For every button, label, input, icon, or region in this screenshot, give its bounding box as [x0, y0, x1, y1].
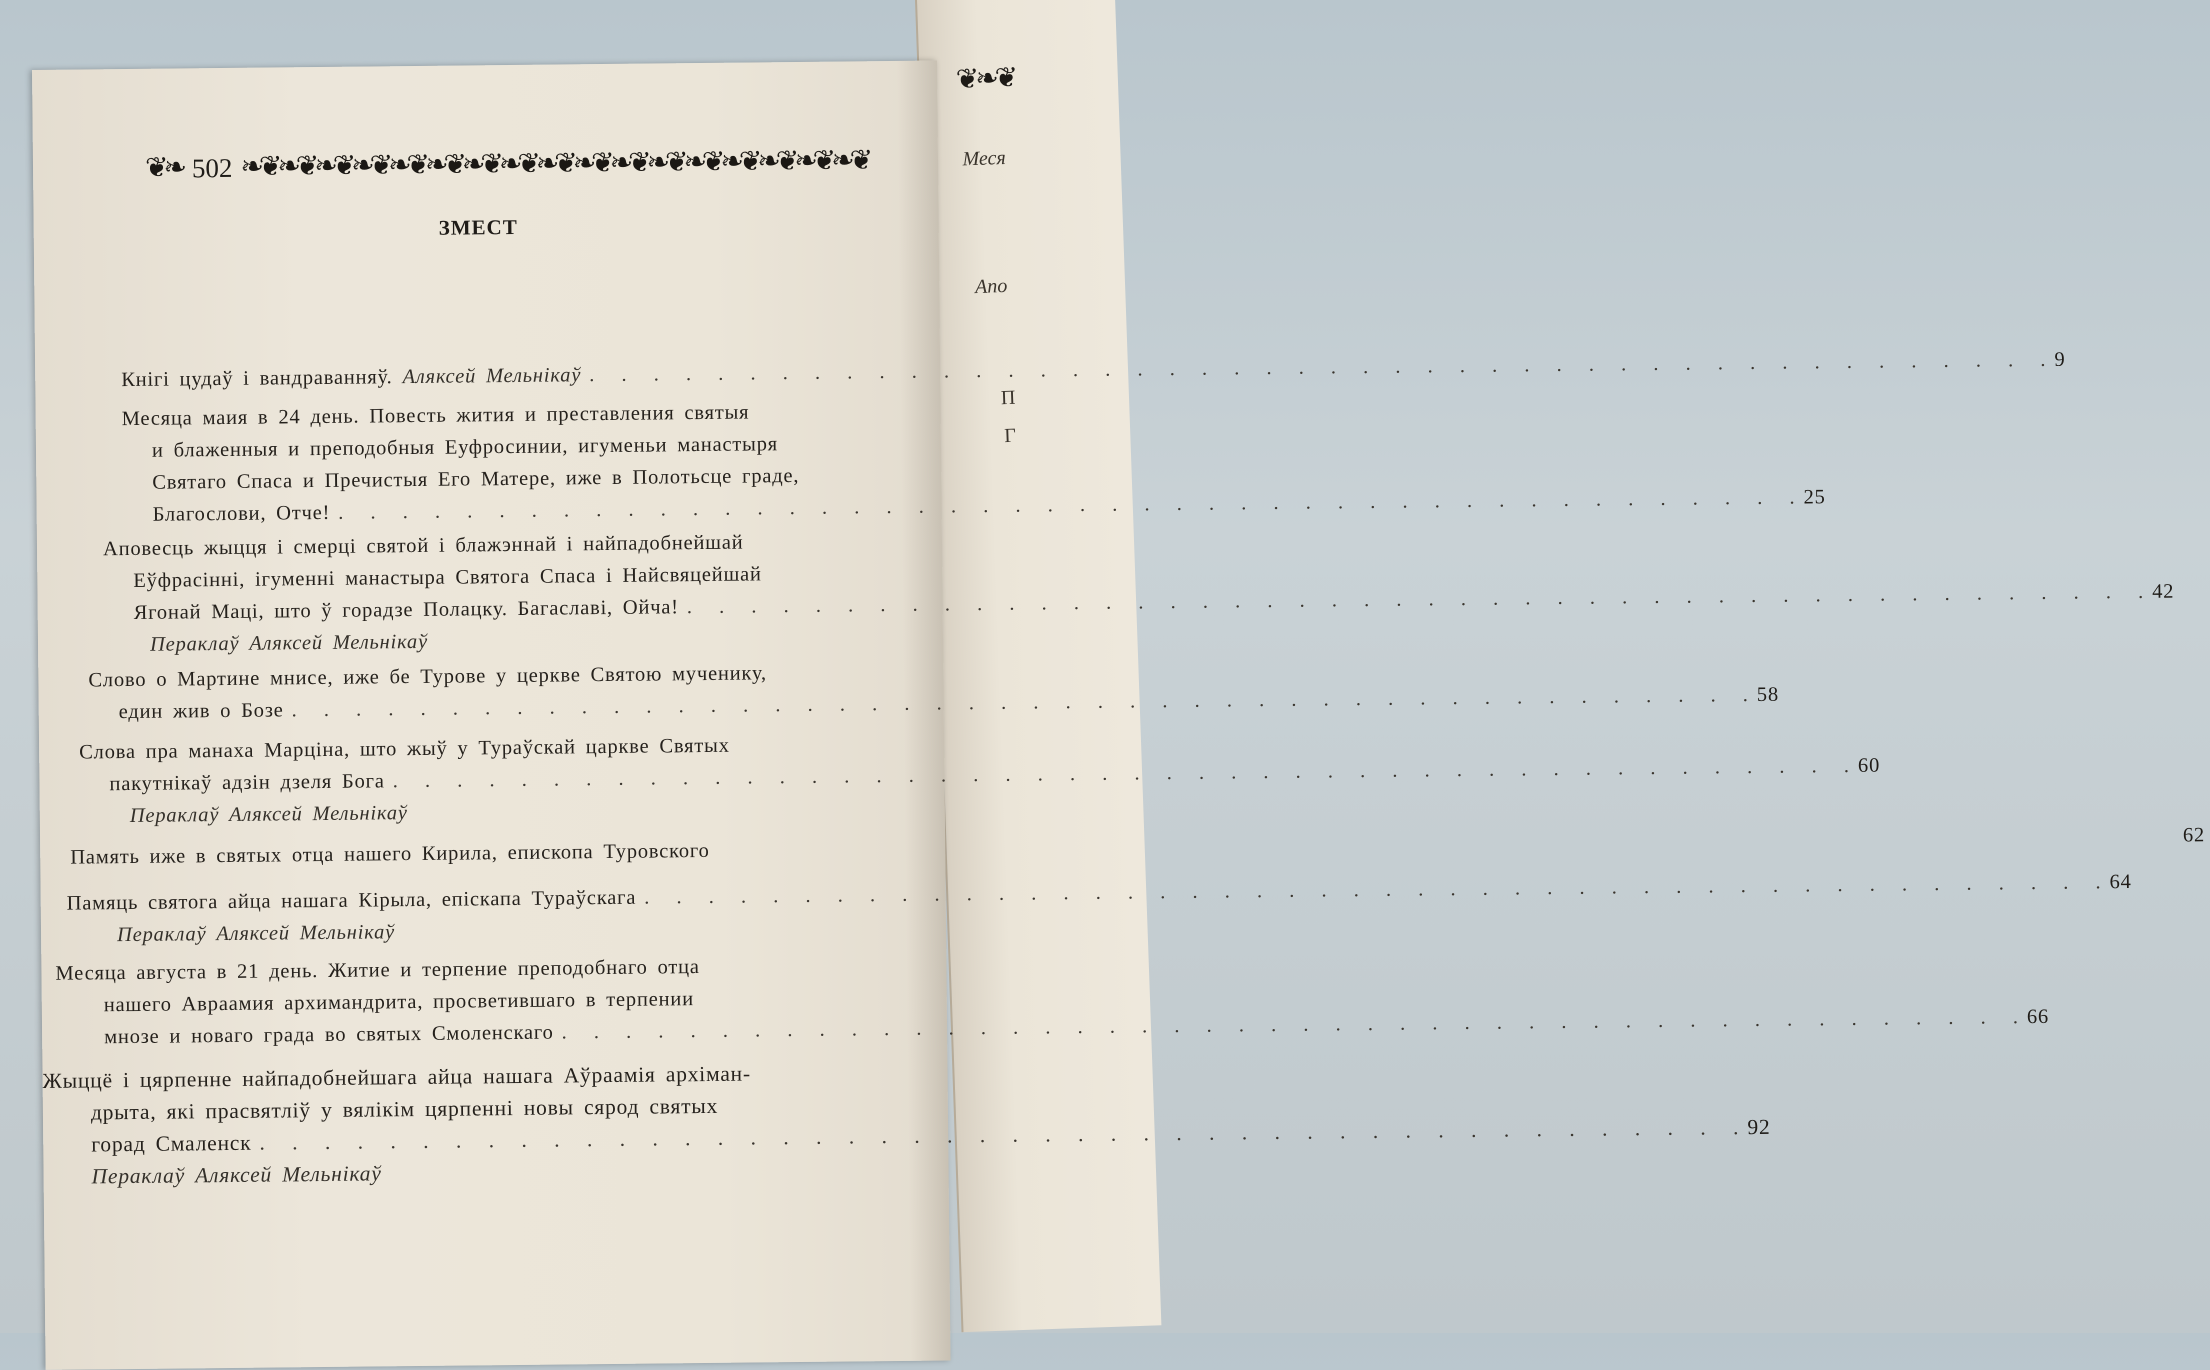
entry-title-line: горад Смаленск — [91, 1130, 252, 1157]
entry-title-line: Месяца маия в 24 день. Повесть жития и преставления святыя — [121, 401, 750, 431]
toc-entry — [121, 348, 2066, 396]
page-header — [144, 136, 869, 193]
dot-leader — [581, 344, 2055, 391]
right-page-fragment: Г — [1003, 424, 1017, 448]
toc-entry — [121, 395, 1826, 531]
entry-title-line: Жыццё і цярпенне найпадобнейшага айца нашага Аўраамія архіман- — [42, 1061, 752, 1093]
page-ref: 64 — [2109, 871, 2132, 894]
entry-title-line: Святаго Спаса и Пречистыя Его Матере, иже в Полотьсце граде, — [152, 464, 800, 494]
ornament-icon: ❦❧ — [144, 152, 183, 184]
page-ref: 9 — [2054, 348, 2066, 371]
page-ref: 66 — [2026, 1005, 2050, 1029]
toc-entry — [102, 525, 2175, 661]
entry-title-line: Слова пра манаха Марціна, што жыў у Тураўскай царкве Святых — [79, 734, 730, 764]
translator-credit: Пераклаў Аляксей Мельнікаў — [129, 802, 408, 828]
toc-entry — [70, 824, 2206, 874]
entry-title-line: Ягонай Маці, што ў горадзе Полацку. Багаславі, Ойча! — [133, 596, 679, 624]
left-page — [32, 61, 2206, 1370]
dot-leader — [636, 866, 2110, 913]
entry-title-line: Слово о Мартине мнисе, иже бе Турове у церкве Святою мученику, — [88, 662, 767, 692]
ornament-fragment: ❦❧❦ — [955, 62, 1015, 96]
page-ref: 92 — [1747, 1114, 1771, 1140]
entry-title-line: Благослови, Отче! — [152, 501, 331, 526]
page-ref: 42 — [2152, 580, 2175, 603]
toc-entry — [79, 728, 1881, 832]
entry-title-line: дрыта, які прасвятліў у вялікім цярпенні новы сярод святых — [90, 1093, 719, 1125]
dot-leader — [679, 576, 2153, 623]
page-title: ЗМЕСТ — [438, 214, 518, 240]
entry-title-line: мнозе и новаго града во святых Смоленскаго — [104, 1021, 554, 1049]
page-ref: 58 — [1756, 683, 1780, 706]
entry-title-line: нашего Авраамия архимандрита, просветившаго в терпении — [103, 988, 695, 1017]
right-page-fragment: Меся — [962, 146, 1007, 171]
entry-title-line: Памяць святога айца нашага Кірыла, епіскапа Тураўскага — [66, 886, 637, 915]
page-ref: 60 — [1857, 754, 1881, 777]
entry-title-line: Еўфрасінні, ігуменні манастыра Святога Спаса і Найсвяцейшай — [133, 563, 762, 592]
entry-title: Кнігі цудаў і вандраванняў. — [121, 366, 393, 392]
page-ref: 25 — [1803, 486, 1826, 509]
ornament-border: ❧❦❧❦❧❦❧❦❧❦❧❦❧❦❧❦❧❦❧❦❧❦❧❦❧❦❧❦❧❦❧❦❧❦ — [240, 145, 869, 183]
entry-title-line: Аповесць жыцця і смерці святой і блажэннай і найпадобнейшай — [102, 531, 744, 561]
translator-credit: Пераклаў Аляксей Мельнікаў — [149, 630, 429, 656]
right-page-fragment: Апо — [974, 274, 1008, 299]
toc-entry — [55, 949, 2050, 1054]
entry-title-line: и блаженныя и преподобныя Еуфросинии, игуменьи манастыря — [151, 433, 779, 462]
translator-credit: Пераклаў Аляксей Мельнікаў — [116, 921, 396, 947]
page-ref: 62 — [2182, 824, 2206, 847]
right-page-fragment: П — [1000, 386, 1016, 410]
toc-entry — [88, 656, 1780, 728]
entry-title-line: Месяца августа в 21 день. Житие и терпение преподобнаго отца — [55, 956, 700, 985]
entry-title-line: пакутнікаў адзін дзеля Бога — [109, 770, 385, 796]
entry-author: Аляксей Мельнікаў — [402, 364, 582, 389]
translator-credit: Пераклаў Аляксей Мельнікаў — [91, 1161, 382, 1189]
toc-entry — [66, 871, 2132, 952]
page-number: 502 — [191, 152, 233, 183]
entry-title-line: Память иже в святых отца нашего Кирила, епископа Туровского — [70, 839, 710, 869]
toc-entry — [42, 1056, 1771, 1193]
entry-title-line: един жив о Бозе — [118, 699, 284, 724]
